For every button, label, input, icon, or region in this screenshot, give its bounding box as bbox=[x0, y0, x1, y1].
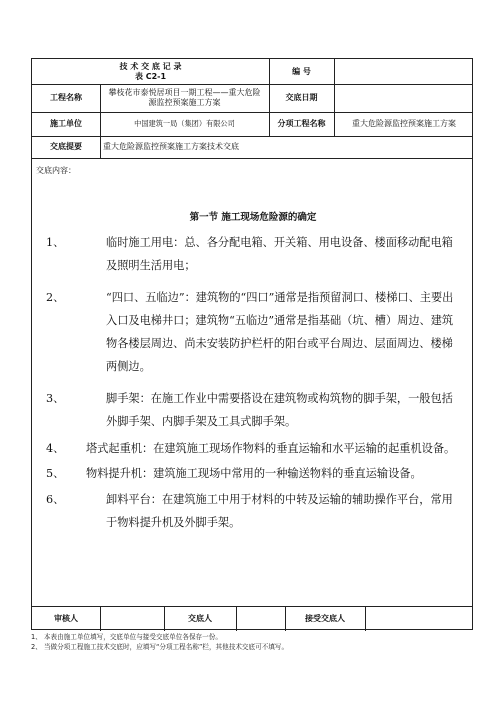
project-name-value: 攀枝花市泰悦居项目一期工程——重大危险源监控预案施工方案 bbox=[108, 88, 261, 107]
item-text: “四口、五临边”：建筑物的“四口”通常是指预留洞口、楼梯口、主要出入口及电梯井口；建筑物“五临边”通常是指基础（坑、槽）周边、建筑物各楼层周边、尚未安装防护栏杆的阳台或平台周边、层面周边、楼梯两侧边。 bbox=[106, 291, 454, 373]
item-text: 临时施工用电：总、各分配电箱、开关箱、用电设备、楼面移动配电箱及照明生活用电； bbox=[106, 236, 453, 272]
item-number: 4、 bbox=[46, 442, 65, 455]
footnotes bbox=[31, 632, 288, 652]
summary-value: 重大危险源监控预案施工方案技术交底 bbox=[103, 142, 239, 151]
footnote: 1、 本表由施工单位填写，交底单位与接受交底单位各保存一份。 bbox=[31, 633, 222, 641]
item-number: 5、 bbox=[46, 467, 65, 480]
form-title bbox=[32, 59, 269, 84]
summary-label: 交底提要 bbox=[50, 142, 82, 151]
discloser-label: 交底人 bbox=[188, 613, 212, 623]
row-divider bbox=[32, 158, 472, 159]
footnote: 2、 当做分项工程施工技术交底时，应填写“分项工程名称”栏，其他技术交底可不填写。 bbox=[31, 643, 289, 651]
list-item bbox=[46, 286, 462, 378]
reviewer-label: 审核人 bbox=[54, 613, 78, 623]
item-number: 3、 bbox=[46, 392, 65, 405]
project-name-label: 工程名称 bbox=[50, 93, 82, 102]
unit-value: 中国建筑一局（集团）有限公司 bbox=[134, 119, 235, 128]
receiver-field[interactable] bbox=[365, 606, 474, 631]
list-item bbox=[46, 462, 462, 485]
list-item bbox=[46, 488, 462, 534]
disclosure-form bbox=[31, 58, 473, 630]
item-number: 1、 bbox=[46, 236, 65, 249]
number-label: 编 号 bbox=[292, 66, 311, 76]
sub-project-value: 重大危险源监控预案施工方案 bbox=[352, 119, 456, 128]
list-item bbox=[46, 231, 462, 277]
item-number: 2、 bbox=[46, 291, 65, 304]
item-text: 脚手架：在施工作业中需要搭设在建筑物或构筑物的脚手架，一般包括外脚手架、内脚手架及工具式脚手架。 bbox=[106, 392, 453, 428]
form-code: 表 C2-1 bbox=[134, 71, 167, 81]
sub-project-label: 分项工程名称 bbox=[277, 119, 326, 128]
item-text: 物料提升机：建筑施工现场中常用的一种输送物料的垂直运输设备。 bbox=[86, 467, 422, 480]
number-field[interactable] bbox=[334, 59, 474, 84]
discloser-field[interactable] bbox=[236, 606, 285, 631]
item-text: 卸料平台：在建筑施工中用于材料的中转及运输的辅助操作平台，常用于物料提升机及外脚手架。 bbox=[106, 493, 453, 529]
date-field[interactable] bbox=[334, 84, 474, 112]
form-title-main: 技 术 交 底 记 录 bbox=[119, 61, 182, 71]
list-item bbox=[46, 387, 462, 433]
section-title: 第一节 施工现场危险源的确定 bbox=[189, 212, 317, 223]
item-number: 6、 bbox=[46, 493, 65, 506]
date-label: 交底日期 bbox=[285, 93, 318, 102]
receiver-label: 接受交底人 bbox=[305, 613, 345, 623]
item-text: 塔式起重机：在建筑施工现场作物料的垂直运输和水平运输的起重机设备。 bbox=[86, 442, 456, 455]
list-item bbox=[46, 437, 462, 460]
unit-label: 施工单位 bbox=[50, 119, 82, 128]
content-label: 交底内容： bbox=[36, 166, 76, 175]
reviewer-field[interactable] bbox=[100, 606, 164, 631]
